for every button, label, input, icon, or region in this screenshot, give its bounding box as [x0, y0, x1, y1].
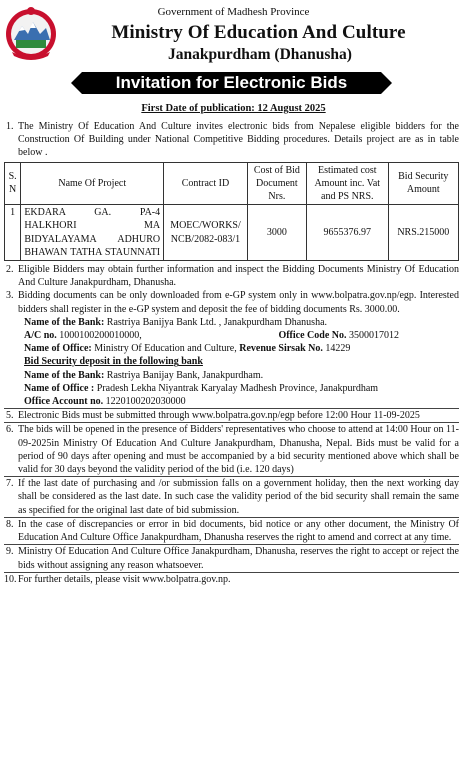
office-label: Name of Office: — [24, 343, 92, 355]
item-text: For further details, please visit www.bolpatra.gov.np. — [18, 573, 231, 585]
account-value: 1000100200010000, — [59, 330, 142, 342]
notice-banner: Invitation for Electronic Bids — [82, 72, 381, 94]
header-estimated-cost: Estimated cost Amount inc. Vat and PS NRS. — [306, 162, 388, 205]
item-number: 10. — [4, 573, 17, 585]
list-item — [4, 572, 459, 586]
header-contract-id: Contract ID — [164, 162, 248, 205]
government-name: Government of Madhesh Province — [157, 6, 310, 18]
bank2-label: Name of the Bank: — [24, 369, 105, 381]
cell-doc-cost: 3000 — [247, 205, 306, 261]
office-account-label: Office Account no. — [24, 396, 104, 408]
project-table — [4, 162, 459, 261]
office-account-value: 1220100202030000 — [105, 396, 186, 408]
office-code-label: Office Code No. — [278, 330, 347, 342]
item-text: Electronic Bids must be submitted through www.bolpatra.gov.np/egp before 12:00 Hour 11-09-2025 — [18, 410, 420, 422]
office-code-value: 3500017012 — [349, 330, 399, 342]
revenue-value: 14229 — [325, 343, 351, 355]
item-text: The Ministry Of Education And Culture invites electronic bids from Nepalese eligible bidders for the Construction Of Building under National Competitive Bidding procedures. Details project are as in table below . — [18, 121, 459, 159]
item-text: Eligible Bidders may obtain further information and inspect the Bidding Documents Ministry Of Education And Culture Janakpurdham, Dhanusha. — [18, 264, 459, 289]
bank-value: Rastriya Banijya Bank Ltd. , Janakpurdham Dhanusha. — [106, 316, 328, 328]
header-doc-cost: Cost of Bid Document Nrs. — [247, 162, 306, 205]
district-title: Janakpurdham (Dhanusha) — [168, 46, 352, 63]
account-label: A/C no. — [24, 330, 57, 342]
ministry-title: Ministry Of Education And Culture — [111, 22, 406, 43]
header-sn: S. N — [5, 162, 21, 205]
cell-estimated-cost: 9655376.97 — [306, 205, 388, 261]
list-item — [4, 289, 459, 315]
list-item — [4, 263, 459, 289]
cell-bid-security: NRS.215000 — [388, 205, 458, 261]
item-number: 2. — [6, 264, 14, 276]
header — [0, 0, 467, 92]
cell-project: EKDARA GA. PA-4 HALKHORI MA BIDYALAYAMA ADHURO BHAWAN TATHA STAUNNATI — [21, 205, 164, 261]
office-value: Ministry Of Education and Culture, — [94, 343, 237, 355]
item-text: The bids will be opened in the presence of Bidders' representatives who choose to attend at 14:00 Hour on 11-09-2025in Ministry Of Education And Culture Janakpurdham, Dhanusha, Nepal. Bids must be valid for a period of 90 days after opening and must be accompanied by a bid security mentioned above which shall be valid for 30 days beyond the validity period of the bid (i.e. 120 days) — [18, 424, 459, 476]
list-item — [4, 476, 459, 517]
cell-contract-id: MOEC/WORKS/ NCB/2082-083/1 — [164, 205, 248, 261]
table-row — [5, 205, 459, 261]
item-text: If the last date of purchasing and /or submission falls on a government holiday, then the next working day shall be considered as the last date. In such case the validity period of the bid security shall remain the same as specified for the original last date of bid submission. — [18, 478, 459, 516]
item-number: 9. — [6, 546, 14, 558]
header-bid-security: Bid Security Amount — [388, 162, 458, 205]
list-item — [4, 120, 459, 160]
cell-sn: 1 — [5, 205, 21, 261]
list-item — [4, 544, 459, 571]
item-number: 1. — [6, 121, 14, 132]
header-project: Name Of Project — [21, 162, 164, 205]
office2-value: Pradesh Lekha Niyantrak Karyalay Madhesh Province, Janakpurdham — [96, 382, 379, 394]
item-number: 7. — [6, 478, 14, 490]
item-text: Bidding documents can be only downloaded from e-GP system only in www.bolpatra.gov.np/egp. Interested bidders shall register in the e-GP system and deposit the fee of bidding documents Rs. 3000.00. — [18, 290, 459, 315]
list-item — [4, 422, 459, 476]
bank-label: Name of the Bank: — [24, 316, 105, 328]
item-number: 8. — [6, 518, 14, 530]
item-text: Ministry Of Education And Culture Office Janakpurdham, Dhanusha, reserves the right to accept or reject the bids without assigning any reason whatsoever. — [18, 546, 459, 571]
item-text: In the case of discrepancies or error in bid documents, bid notice or any other document, the Ministry Of Education And Culture Office Janakpurdham, Dhanusha reserves the right to amend and correct at any time. — [18, 518, 459, 544]
item-number: 3. — [6, 290, 14, 302]
revenue-label: Revenue Sirsak No. — [239, 343, 323, 355]
publication-date: First Date of publication: 12 August 2025 — [141, 103, 326, 114]
item-number: 5. — [6, 410, 14, 422]
bank2-value: Rastriya Banijay Bank, Janakpurdham. — [106, 369, 264, 381]
list-item — [4, 517, 459, 544]
office2-label: Name of Office : — [24, 382, 95, 394]
bank-details — [4, 316, 459, 408]
notice-body — [4, 120, 459, 586]
table-header-row — [5, 162, 459, 205]
security-heading: Bid Security deposit in the following bank — [24, 356, 203, 368]
list-item — [4, 408, 459, 422]
item-number: 6. — [6, 424, 14, 436]
